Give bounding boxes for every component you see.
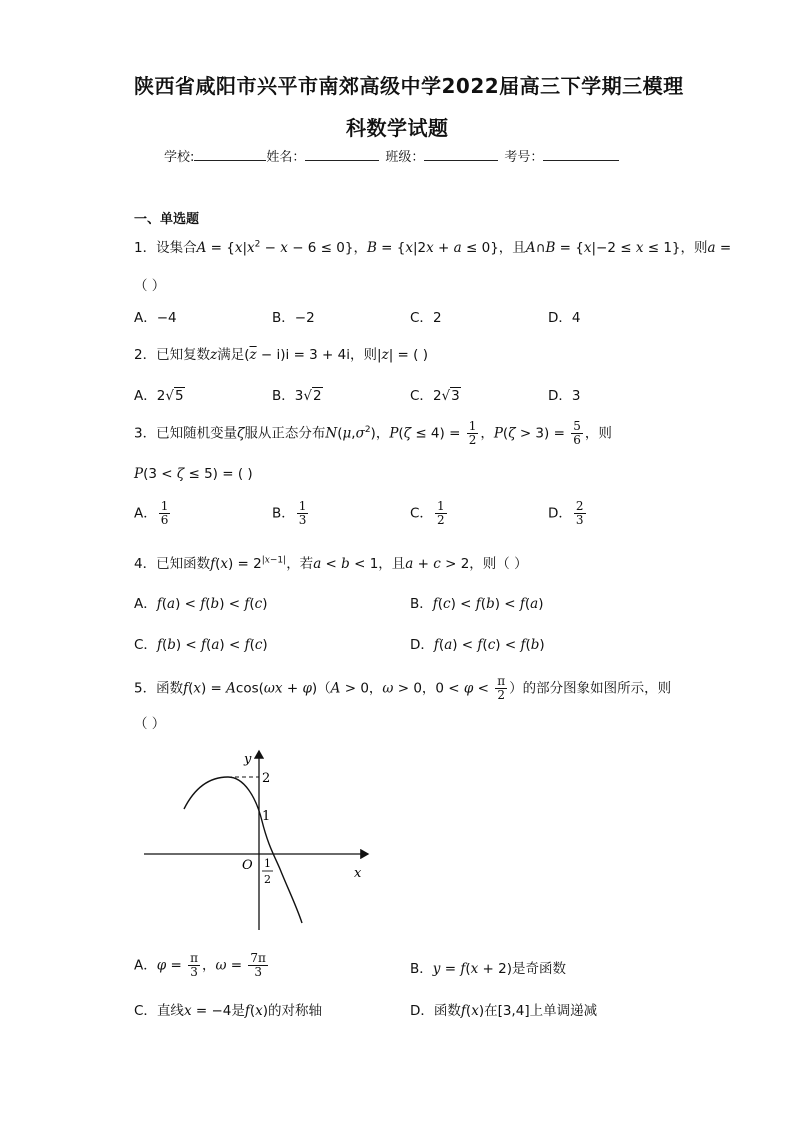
q4-option-d[interactable]: D．f(a) < f(c) < f(b) <box>410 637 545 653</box>
q2-option-c[interactable]: C．2√3 <box>410 388 460 404</box>
question-number: 2． <box>134 347 157 363</box>
tick-label-2: 2 <box>262 771 271 786</box>
question-3-stem: 3．已知随机变量ζ服从正态分布$N(\mu,\sigma^2)$，P(ζ ≤ 4) = $\frac{1}{2}$ ，P(ζ > 3) = $\frac{5}{6}$ ，则 <box>134 419 612 447</box>
question-number: 5． <box>134 680 157 697</box>
school-field[interactable] <box>194 146 266 161</box>
q5-option-a[interactable]: A．φ = $\frac{\pi}{3}$ ，ω = $\frac{7\pi}{3}$ <box>134 951 266 979</box>
q1-option-c[interactable]: C．2 <box>410 310 442 326</box>
class-field[interactable] <box>424 146 498 161</box>
question-1-paren: （ ） <box>134 278 166 294</box>
page-title-line2: 科数学试题 <box>346 116 449 140</box>
question-5-paren: （ ） <box>134 716 166 732</box>
q3-option-a[interactable]: A． $\frac{1}{6}$ <box>134 499 169 527</box>
question-number: 4． <box>134 556 157 572</box>
q3-option-b[interactable]: B． $\frac{1}{3}$ <box>272 499 307 527</box>
q5-option-b[interactable]: B．y = f(x + 2)是奇函数 <box>410 961 566 977</box>
page-title-line1: 陕西省咸阳市兴平市南郊高级中学2022届高三下学期三模理 <box>134 74 684 98</box>
question-4-stem: 4．已知函数$f(x) = 2^{|x-1|}$，若a < b < 1，且a + c > 2，则（ ） <box>134 555 528 572</box>
number-field[interactable] <box>543 146 619 161</box>
school-label: 学校: <box>164 150 195 165</box>
question-2-stem: 2．已知复数z满足$(\overline{z} - i)i = 3 + 4i$，则|z| = ( ) <box>134 347 428 363</box>
x-axis-label: x <box>354 866 362 881</box>
q5-option-c[interactable]: C．直线x = −4是f(x)的对称轴 <box>134 1003 323 1019</box>
q2-option-a[interactable]: A．2√5 <box>134 388 184 404</box>
q4-option-a[interactable]: A．f(a) < f(b) < f(c) <box>134 596 268 612</box>
q4-option-c[interactable]: C．f(b) < f(a) < f(c) <box>134 637 268 653</box>
q3-option-d[interactable]: D． $\frac{2}{3}$ <box>548 499 584 527</box>
q1-option-a[interactable]: A．−4 <box>134 310 177 326</box>
q1-option-b[interactable]: B．−2 <box>272 310 315 326</box>
question-number: 3． <box>134 425 157 442</box>
section-heading: 一、单选题 <box>134 212 200 227</box>
q5-option-d[interactable]: D．函数f(x)在[3,4]上单调递减 <box>410 1003 598 1019</box>
question-number: 1． <box>134 240 157 256</box>
q1-option-d[interactable]: D．4 <box>548 310 581 326</box>
cosine-curve <box>184 777 302 923</box>
q2-option-b[interactable]: B．3√2 <box>272 388 322 404</box>
name-label: 姓名： <box>266 150 306 165</box>
q3-option-c[interactable]: C． $\frac{1}{2}$ <box>410 499 445 527</box>
question-1-stem: 1．设集合$A = \{x|x^2 - x - 6 \le 0\}$，B = {x|2x + a ≤ 0}，且A∩B = {x|−2 ≤ x ≤ 1}，则a = <box>134 239 732 256</box>
student-info-line <box>164 146 619 165</box>
q2-option-d[interactable]: D．3 <box>548 388 581 404</box>
question-3-stem-cont: P(3 < ζ ≤ 5) = ( ) <box>134 466 253 482</box>
q4-option-b[interactable]: B．f(c) < f(b) < f(a) <box>410 596 544 612</box>
y-axis-label: y <box>244 752 252 767</box>
question-5-stem: 5．函数f(x) = Acos(ωx + φ)（A > 0，ω > 0，0 < φ < $\frac{\pi}{2}$ ）的部分图象如图所示，则 <box>134 674 672 702</box>
tick-label-half-num: 1 <box>264 857 271 870</box>
name-field[interactable] <box>305 146 379 161</box>
origin-label: O <box>242 858 253 873</box>
tick-label-half-den: 2 <box>264 873 271 886</box>
class-label: 班级： <box>385 150 425 165</box>
number-label: 考号： <box>504 150 544 165</box>
tick-label-1: 1 <box>262 809 271 824</box>
function-graph <box>140 745 380 935</box>
